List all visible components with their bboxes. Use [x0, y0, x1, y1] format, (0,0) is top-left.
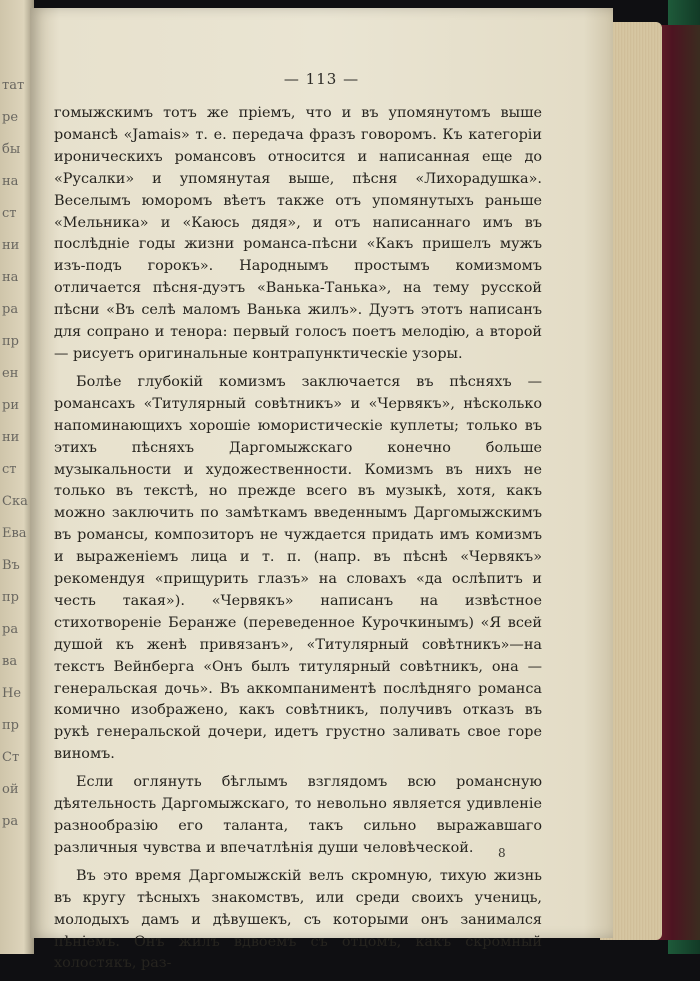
left-page-fragment: пр — [2, 718, 19, 733]
left-page-fragment: пр — [2, 590, 19, 605]
left-page-fragment: Ска — [2, 494, 28, 509]
left-page-fragment: ра — [2, 622, 19, 637]
left-page-fragment: ой — [2, 782, 19, 797]
left-page-fragment: бы — [2, 142, 21, 157]
paragraph: Болѣе глубокій комизмъ заключается въ пѣсняхъ — романсахъ «Титулярный совѣтникъ» и «Червякъ», нѣсколько напоминающихъ хорошіе юмористическіе куплеты; только въ этихъ пѣсняхъ Даргомыжскаго конечно больше музыкальности и художественности. Комизмъ въ нихъ не только въ текстѣ, но прежде всего въ музыкѣ, хотя, какъ можно заключить по замѣткамъ введеннымъ Даргомыжскимъ въ романсы, композиторъ не чуждается придать имъ комизмъ и выраженіемъ лица и т. п. (напр. въ пѣснѣ «Червякъ» рекомендуя «прищурить глазъ» на словахъ «да ослѣпитъ и честь такая»). «Червякъ» написанъ на извѣстное стихотвореніе Беранже (переведенное Курочкинымъ) «Я всей душой къ женѣ привязанъ», «Титулярный совѣтникъ»—на текстъ Вейнберга «Онъ былъ титулярный совѣтникъ, она — генеральская дочь». Въ аккомпаниментѣ послѣдняго романса комично изображено, какъ совѣтникъ, получивъ отказъ въ рукѣ генеральской дочери, идетъ грустно заливать свое горе виномъ. — [54, 373, 542, 763]
left-page-fragment: ра — [2, 814, 19, 829]
page-body-text — [54, 103, 542, 981]
left-page-sliver — [0, 0, 34, 954]
left-page-fragment: Не — [2, 686, 22, 701]
signature-mark: 8 — [498, 846, 506, 860]
paragraph: Въ это время Даргомыжскій велъ скромную, тихую жизнь въ кругу тѣсныхъ знакомствъ, или среди своихъ учениць, молодыхъ дамъ и дѣвушекъ, съ которыми онъ занимался пѣніемъ. Онъ жилъ вдвоемъ съ отцомъ, какъ скромный холостякъ, раз- — [54, 867, 542, 972]
left-page-fragment: Ст — [2, 750, 20, 765]
left-page-fragment: Въ — [2, 558, 20, 573]
left-page-fragment: ва — [2, 654, 18, 669]
left-page-fragment: ен — [2, 366, 19, 381]
left-page-fragment: ни — [2, 430, 20, 445]
left-page-fragment: ре — [2, 110, 19, 125]
left-page-fragment: на — [2, 174, 19, 189]
left-page-fragment: ни — [2, 238, 20, 253]
left-page-fragment: тат — [2, 78, 25, 93]
left-page-fragment: ри — [2, 398, 19, 413]
left-page-fragment: пр — [2, 334, 19, 349]
left-page-fragment: ст — [2, 462, 17, 477]
book-page — [30, 8, 613, 972]
page-number: — 113 — — [283, 70, 360, 88]
paragraph: Если оглянуть бѣглымъ взглядомъ всю романсную дѣятельность Даргомыжскаго, то невольно является удивленіе разнообразію его таланта, такъ сильно выражавшаго различныя чувства и впечатлѣнія души человѣческой. — [54, 774, 542, 856]
left-page-fragment: Ева — [2, 526, 27, 541]
left-page-fragment: ст — [2, 206, 17, 221]
paragraph: гомыжскимъ тотъ же пріемъ, что и въ упомянутомъ выше романсѣ «Jamais» т. е. передача фразъ говоромъ. Къ категоріи ироническихъ романсовъ относится и написанная еще до «Русалки» и упомянутая выше, пѣсня «Лихорадушка». Веселымъ юморомъ вѣетъ также отъ упомянутыхъ раньше «Мельника» и «Каюсь дядя», и отъ написаннаго имъ въ послѣдніе годы жизни романса-пѣсни «Какъ пришелъ мужъ изъ-подъ горокъ». Народнымъ простымъ комизмомъ отличается пѣсня-дуэтъ «Ванька-Танька», на тему русской пѣсни «Въ селѣ маломъ Ванька жилъ». Дуэтъ этотъ написанъ для сопрано и тенора: первый голосъ поетъ мелодію, а второй — рисуетъ оригинальные контрапунктическіе узоры. — [54, 105, 542, 362]
left-page-fragment: на — [2, 270, 19, 285]
left-page-fragment: ра — [2, 302, 19, 317]
